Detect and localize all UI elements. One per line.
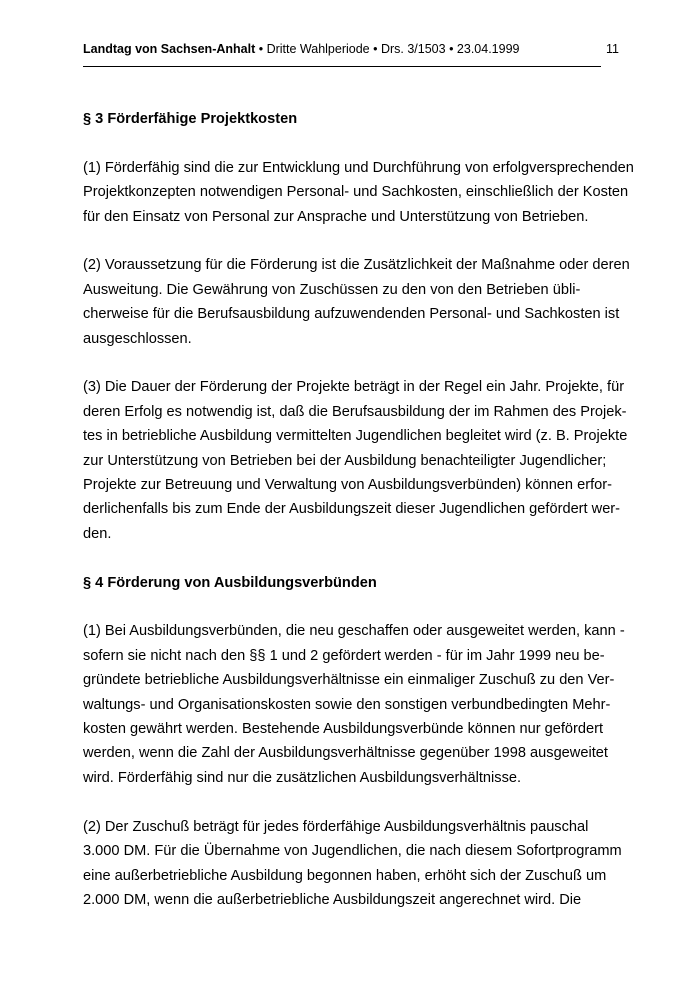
text-line: (3) Die Dauer der Förderung der Projekte beträgt in der Regel ein Jahr. Projekte, für <box>83 379 625 396</box>
text-line: (2) Voraussetzung für die Förderung ist die Zusätzlichkeit der Maßnahme oder deren <box>83 257 630 274</box>
paragraph <box>83 375 628 546</box>
text-line: 3.000 DM. Für die Übernahme von Jugendlichen, die nach diesem Sofortprogramm <box>83 843 622 860</box>
paragraph <box>83 815 623 913</box>
text-line: zur Unterstützung von Betrieben bei der Ausbildung benachteiligter Jugendlicher; <box>83 452 607 469</box>
text-line: kosten gewährt werden. Bestehende Ausbildungsverbünde können nur gefördert <box>83 721 604 738</box>
text-line: deren Erfolg es notwendig ist, daß die Berufsausbildung der im Rahmen des Projek- <box>83 403 627 420</box>
text-line: tes in betriebliche Ausbildung vermittelten Jugendlichen begleitet wird (z. B. Projekte <box>83 428 628 445</box>
text-line: (2) Der Zuschuß beträgt für jedes förderfähige Ausbildungsverhältnis pauschal <box>83 818 589 835</box>
text-line: für den Einsatz von Personal zur Ansprache und Unterstützung von Betrieben. <box>83 208 589 225</box>
header-organization: Landtag von Sachsen-Anhalt <box>83 42 256 56</box>
section-heading: § 4 Förderung von Ausbildungsverbünden <box>83 574 377 591</box>
text-line: werden, wenn die Zahl der Ausbildungsverhältnisse gegenüber 1998 ausgeweitet <box>83 745 608 762</box>
text-line: Projekte zur Betreuung und Verwaltung von Ausbildungsverbünden) können erfor- <box>83 477 612 494</box>
text-line: (1) Bei Ausbildungsverbünden, die neu geschaffen oder ausgeweitet werden, kann - <box>83 623 625 640</box>
page-header <box>83 38 619 60</box>
section-heading: § 3 Förderfähige Projektkosten <box>83 111 298 127</box>
text-line: derlichenfalls bis zum Ende der Ausbildungszeit dieser Jugendlichen gefördert wer- <box>83 501 621 518</box>
text-line: (1) Förderfähig sind die zur Entwicklung und Durchführung von erfolgversprechenden <box>83 159 634 176</box>
paragraph <box>83 156 634 229</box>
header-document-number: Drs. 3/1503 <box>380 42 446 56</box>
text-line: cherweise für die Berufsausbildung aufzuwendenden Personal- und Sachkosten ist <box>83 306 620 323</box>
text-line: den. <box>83 525 112 542</box>
header-date: 23.04.1999 <box>456 42 520 56</box>
header-separator: • <box>445 42 457 56</box>
header-period: Dritte Wahlperiode <box>266 42 370 56</box>
page-number: 11 <box>606 42 619 56</box>
text-line: Projektkonzepten notwendigen Personal- und Sachkosten, einschließlich der Kosten <box>83 184 629 201</box>
text-line: Ausweitung. Die Gewährung von Zuschüssen zu den von den Betrieben übli- <box>83 281 581 298</box>
header-separator: • <box>369 42 381 56</box>
text-line: 2.000 DM, wenn die außerbetriebliche Ausbildungszeit angerechnet wird. Die <box>83 891 582 908</box>
text-line: waltungs- und Organisationskosten sowie den sonstigen verbundbedingten Mehr- <box>83 696 611 713</box>
text-line: gründete betriebliche Ausbildungsverhältnisse ein einmaliger Zuschuß zu den Ver- <box>83 672 615 689</box>
paragraph <box>83 253 630 351</box>
header-divider <box>83 66 601 67</box>
header-separator: • <box>255 42 267 56</box>
paragraph <box>83 619 623 790</box>
text-line: ausgeschlossen. <box>83 330 192 347</box>
document-body <box>83 107 634 937</box>
text-line: sofern sie nicht nach den §§ 1 und 2 gefördert werden - für im Jahr 1999 neu be- <box>83 647 605 664</box>
text-line: eine außerbetriebliche Ausbildung begonnen haben, erhöht sich der Zuschuß um <box>83 867 607 884</box>
text-line: wird. Förderfähig sind nur die zusätzlichen Ausbildungsverhältnisse. <box>83 769 522 786</box>
